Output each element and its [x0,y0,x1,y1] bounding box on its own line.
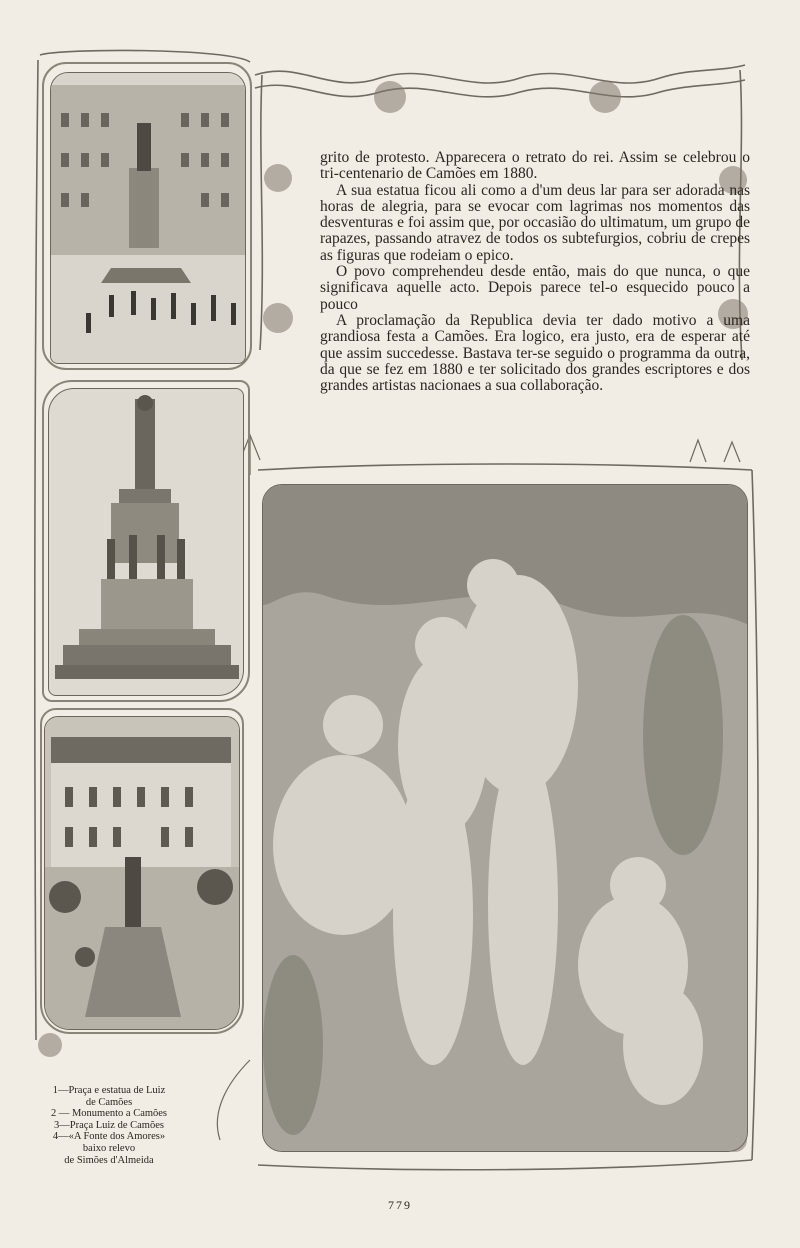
relief-image [263,485,748,1152]
square-image [45,717,240,1030]
paragraph-4: A proclamação da Republica devia ter dado motivo a uma grandiosa festa a Camões. Era logico, era justo, era de esperar até que assim succedesse. Bastava ter-se seguido o programma da outra, da que se fez em 1880 e ter solicitado dos grandes escriptores e dos grandes artistas nacionaes a sua collaboração. [320,311,750,395]
photo-praca-luiz-camoes [44,716,240,1030]
caption-line: 1—Praça e estatua de Luiz [52,1085,166,1096]
paragraph-3: O povo comprehendeu desde então, mais do que nunca, o que significava aquelle acto. Depois parece tel-o esquecido pouco a pouco [320,263,750,313]
caption-line: de Simões d'Almeida [64,1154,154,1166]
caption-line: 4—«A Fonte dos Amores» [52,1131,166,1143]
photo-caption [34,1085,184,1166]
photo-monumento-camoes [48,388,244,696]
caption-line: 3—Praça Luiz de Camões [54,1119,164,1131]
photo-fonte-dos-amores-relief [262,484,748,1152]
page-number: 779 [388,1198,412,1212]
caption-line: 2 — Monumento a Camões [50,1108,168,1120]
building-statue-image [51,73,246,364]
caption-line: de Camões [85,1096,133,1108]
monument-image [49,389,244,696]
paragraph-2: A sua estatua ficou ali como a d'um deus lar para ser adorada nas horas de alegria, para se evocar com lagrimas nos momentos das desventuras e foi assim que, por occasião do ultimatum, um grupo de rapazes, passando atravez de todos os subtefurgios, cobriu de crepes as figuras que rodeiam o epico. [320,181,750,264]
article-text [320,150,750,394]
caption-line: baixo relevo [82,1142,136,1154]
paragraph-1: grito de protesto. Apparecera o retrato do rei. Assim se celebrou o tri-centenario de Camões em 1880. [320,149,750,183]
photo-praca-estatua [50,72,246,364]
